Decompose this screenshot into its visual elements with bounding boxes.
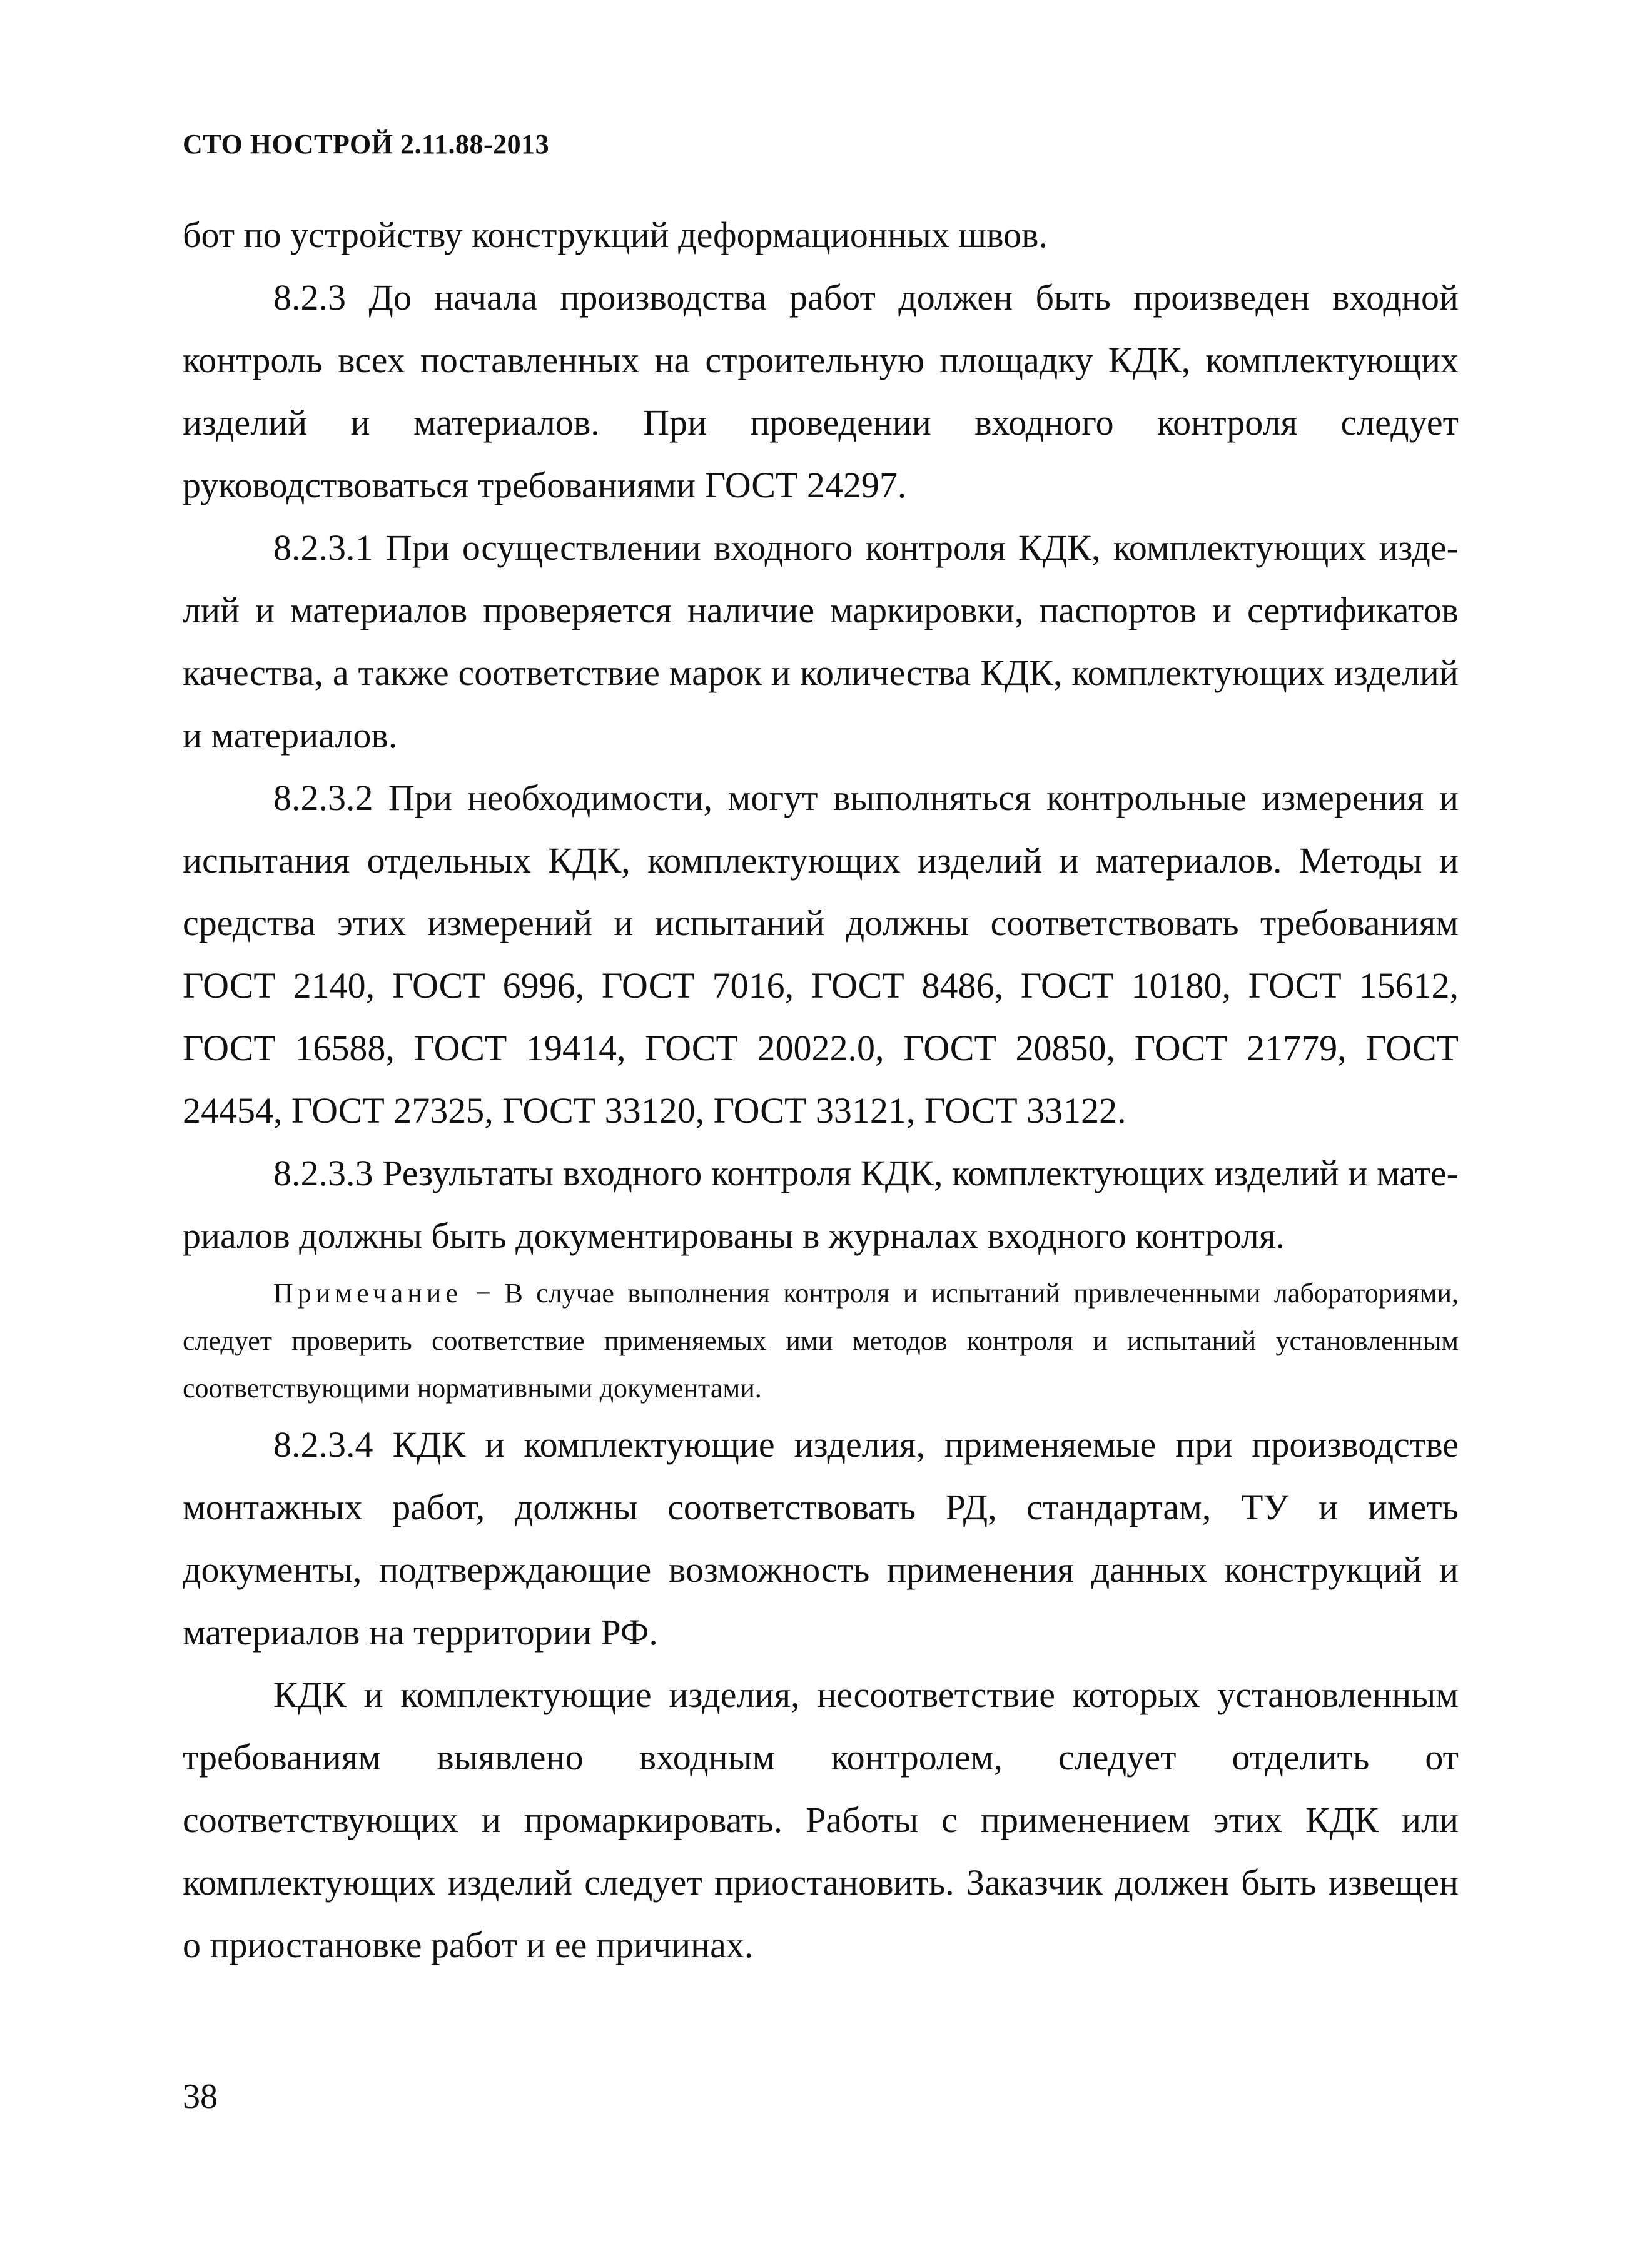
paragraph-continuation: бот по устройству конструкций деформационных швов. — [183, 215, 1048, 255]
paragraph-nonconforming: КДК и комплектующие изделия, несоответствие которых установленным требованиям выявлено входным контролем, следует отделить от соответствующих и промаркировать. Работы с применением этих КДК или комплектующих изделий следует приостановить. Заказчик должен быть извещен о приостановке работ и ее причинах. — [183, 1674, 1459, 1965]
note — [183, 1270, 1459, 1412]
note-text: − В случае выполнения контроля и испытаний привлеченными лабораториями, следует проверить соответствие применяемых ими методов контроля и испытаний установленным соответствующими нормативными документами. — [183, 1278, 1459, 1404]
paragraph-8-2-3-4: 8.2.3.4 КДК и комплектующие изделия, применяемые при производстве монтажных работ, должны соответствовать РД, стандартам, ТУ и иметь документы, подтверждающие возможность применения данных конструкций и материалов на территории РФ. — [183, 1424, 1459, 1653]
paragraph-8-2-3-1: 8.2.3.1 При осуществлении входного контроля КДК, комплектующих изделий и материалов проверяется наличие маркировки, паспортов и сертификатов качества, а также соответствие марок и количества КДК, комплектующих изделий и материалов. — [183, 527, 1459, 756]
paragraph-8-2-3-2: 8.2.3.2 При необходимости, могут выполняться контрольные измерения и испытания отдельных КДК, комплектующих изделий и материалов. Методы и средства этих измерений и испытаний должны соответствовать требованиям ГОСТ 2140, ГОСТ 6996, ГОСТ 7016, ГОСТ 8486, ГОСТ 10180, ГОСТ 15612, ГОСТ 16588, ГОСТ 19414, ГОСТ 20022.0, ГОСТ 20850, ГОСТ 21779, ГОСТ 24454, ГОСТ 27325, ГОСТ 33120, ГОСТ 33121, ГОСТ 33122. — [183, 777, 1459, 1131]
page-number: 38 — [183, 2077, 218, 2116]
document-body — [183, 204, 1459, 1977]
paragraph-8-2-3-3: 8.2.3.3 Результаты входного контроля КДК, комплектующих изделий и материалов должны быть документированы в журналах входного контроля. — [183, 1153, 1459, 1256]
note-label: Примечание — [273, 1278, 462, 1309]
paragraph-8-2-3: 8.2.3 До начала производства работ должен быть произведен входной контроль всех поставленных на строительную площадку КДК, комплектующих изделий и материалов. При проведении входного контроля следует руководствоваться требованиями ГОСТ 24297. — [183, 277, 1459, 505]
document-header: СТО НОСТРОЙ 2.11.88-2013 — [183, 129, 550, 159]
